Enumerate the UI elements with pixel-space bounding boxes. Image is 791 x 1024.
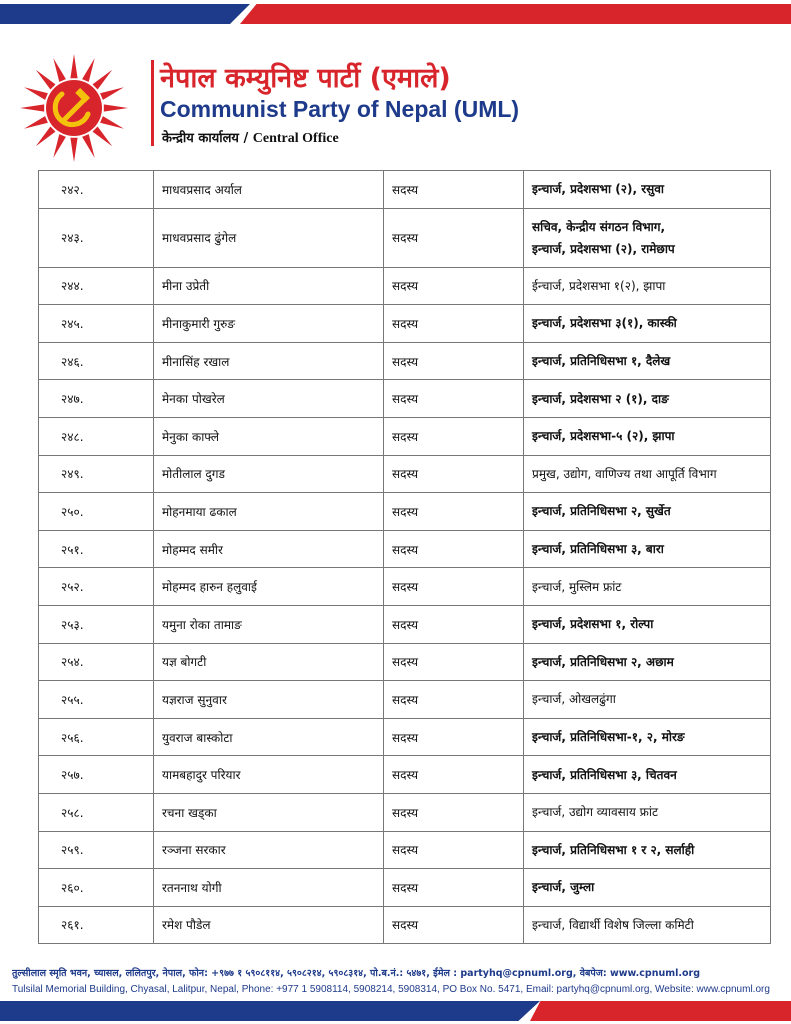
table-row xyxy=(39,718,771,756)
member-responsibility xyxy=(524,171,771,209)
member-name: मोहम्मद हारुन हलुवाई xyxy=(154,568,384,606)
table-row xyxy=(39,756,771,794)
member-name: मेनुका काफ्ले xyxy=(154,417,384,455)
member-role: सदस्य xyxy=(384,681,524,719)
row-number: २४८. xyxy=(39,417,154,455)
member-role: सदस्य xyxy=(384,380,524,418)
member-responsibility xyxy=(524,831,771,869)
member-role: सदस्य xyxy=(384,208,524,267)
table-row xyxy=(39,380,771,418)
member-name: मोहनमाया ढकाल xyxy=(154,493,384,531)
logo-ray xyxy=(24,116,48,129)
table-row xyxy=(39,493,771,531)
member-role: सदस्य xyxy=(384,493,524,531)
header-stripe-red xyxy=(240,4,791,24)
member-role: सदस्य xyxy=(384,455,524,493)
member-role: सदस्य xyxy=(384,831,524,869)
member-responsibility xyxy=(524,605,771,643)
member-table xyxy=(38,170,771,944)
footer-stripe-blue xyxy=(0,1001,540,1021)
member-role: सदस्य xyxy=(384,305,524,343)
table-row xyxy=(39,305,771,343)
responsibility-line: प्रमुख, उद्योग, वाणिज्य तथा आपूर्ति विभाग xyxy=(532,466,717,481)
party-title-english: Communist Party of Nepal (UML) xyxy=(160,96,520,122)
logo-ray xyxy=(100,87,124,100)
table-row xyxy=(39,171,771,209)
member-responsibility xyxy=(524,643,771,681)
footer-address-english: Tulsilal Memorial Building, Chyasal, Lalitpur, Nepal, Phone: +977 1 5908114, 5908214, 5908314, PO Box No. 5471, Email: partyhq@cpnuml.org, Website: www.cpnuml.org xyxy=(12,984,770,995)
logo-ray xyxy=(36,70,56,90)
responsibility-line: इन्चार्ज, प्रतिनिधिसभा ३, चितवन xyxy=(532,767,677,782)
member-name: मोतीलाल दुगड xyxy=(154,455,384,493)
office-subtitle xyxy=(162,128,339,147)
responsibility-line: इन्चार्ज, विद्यार्थी विशेष जिल्ला कमिटी xyxy=(532,917,694,932)
header-stripe-blue xyxy=(0,4,250,24)
office-nepali: केन्द्रीय कार्यालय xyxy=(162,131,239,146)
row-number: २५५. xyxy=(39,681,154,719)
logo-ray xyxy=(24,87,48,100)
member-role: सदस्य xyxy=(384,718,524,756)
row-number: २६०. xyxy=(39,869,154,907)
responsibility-line: इन्चार्ज, प्रतिनिधिसभा-१, २, मोरङ xyxy=(532,730,685,745)
member-responsibility xyxy=(524,342,771,380)
member-role: सदस्य xyxy=(384,793,524,831)
logo-ray xyxy=(82,134,95,158)
footer-stripe-red xyxy=(530,1001,791,1021)
row-number: २४४. xyxy=(39,267,154,305)
office-separator: / xyxy=(238,131,253,146)
logo-ray xyxy=(53,134,66,158)
responsibility-line: इन्चार्ज, प्रदेशसभा १, रोल्पा xyxy=(532,617,654,632)
table-row xyxy=(39,643,771,681)
member-responsibility xyxy=(524,455,771,493)
member-name: मीना उप्रेती xyxy=(154,267,384,305)
row-number: २५८. xyxy=(39,793,154,831)
member-responsibility xyxy=(524,869,771,907)
party-logo-sun-icon xyxy=(18,52,130,164)
member-responsibility xyxy=(524,380,771,418)
responsibility-line: इन्चार्ज, प्रदेशसभा-५ (२), झापा xyxy=(532,429,675,444)
member-responsibility xyxy=(524,530,771,568)
member-responsibility xyxy=(524,493,771,531)
member-name: रमेश पौडेल xyxy=(154,906,384,944)
member-name: युवराज बास्कोटा xyxy=(154,718,384,756)
member-role: सदस्य xyxy=(384,643,524,681)
member-role: सदस्य xyxy=(384,756,524,794)
member-responsibility xyxy=(524,906,771,944)
member-name: रञ्जना सरकार xyxy=(154,831,384,869)
party-title-nepali: नेपाल कम्युनिष्ट पार्टी (एमाले) xyxy=(160,63,451,94)
row-number: २४७. xyxy=(39,380,154,418)
table-row xyxy=(39,906,771,944)
logo-ray xyxy=(104,104,128,111)
responsibility-line: इन्चार्ज, उद्योग व्यावसाय फ्रांट xyxy=(532,805,659,820)
responsibility-line: इन्चार्ज, प्रदेशसभा २ (१), दाङ xyxy=(532,391,669,406)
member-role: सदस्य xyxy=(384,417,524,455)
member-responsibility xyxy=(524,208,771,267)
responsibility-line: इन्चार्ज, प्रतिनिधिसभा २, अछाम xyxy=(532,654,674,669)
member-role: सदस्य xyxy=(384,605,524,643)
member-responsibility xyxy=(524,305,771,343)
member-role: सदस्य xyxy=(384,869,524,907)
row-number: २४६. xyxy=(39,342,154,380)
member-name: यज्ञ बोगटी xyxy=(154,643,384,681)
row-number: २५४. xyxy=(39,643,154,681)
member-name: रतननाथ योगी xyxy=(154,869,384,907)
member-role: सदस्य xyxy=(384,568,524,606)
logo-ray xyxy=(53,58,66,82)
row-number: २५३. xyxy=(39,605,154,643)
member-name: मेनका पोखरेल xyxy=(154,380,384,418)
header-stripe xyxy=(0,4,791,24)
table-row xyxy=(39,869,771,907)
footer-address-nepali: तुल्सीलाल स्मृति भवन, च्यासल, ललितपुर, नेपाल, फोन: +९७७ १ ५९०८११४, ५९०८२१४, ५९०८३१४, पो.ब.नं.: ५४७१, ईमेल : partyhq@cpnuml.org, वेबपेज: www.cpnuml.org xyxy=(12,968,701,979)
member-role: सदस्य xyxy=(384,171,524,209)
member-role: सदस्य xyxy=(384,267,524,305)
row-number: २४३. xyxy=(39,208,154,267)
responsibility-line: इन्चार्ज, प्रदेशसभा (२), रामेछाप xyxy=(532,241,675,256)
member-name: माधवप्रसाद अर्याल xyxy=(154,171,384,209)
logo-ray xyxy=(70,54,77,78)
responsibility-line: इन्चार्ज, जुम्ला xyxy=(532,880,595,895)
table-row xyxy=(39,605,771,643)
member-responsibility xyxy=(524,568,771,606)
logo-ray xyxy=(93,127,113,147)
responsibility-line: इन्चार्ज, मुस्लिम फ्रांट xyxy=(532,579,622,594)
member-name: यामबहादुर परियार xyxy=(154,756,384,794)
table-row xyxy=(39,417,771,455)
row-number: २५१. xyxy=(39,530,154,568)
responsibility-line: इन्चार्ज, प्रतिनिधिसभा १, दैलेख xyxy=(532,354,671,369)
logo-ray xyxy=(82,58,95,82)
member-responsibility xyxy=(524,793,771,831)
member-responsibility xyxy=(524,718,771,756)
logo-ray xyxy=(36,127,56,147)
table-row xyxy=(39,793,771,831)
table-row xyxy=(39,681,771,719)
member-name: मीनाकुमारी गुरुङ xyxy=(154,305,384,343)
row-number: २५७. xyxy=(39,756,154,794)
member-name: मीनासिंह रखाल xyxy=(154,342,384,380)
responsibility-line: सचिव, केन्द्रीय संगठन विभाग, xyxy=(532,219,666,234)
logo-ray xyxy=(100,116,124,129)
member-name: माधवप्रसाद ढुंगेल xyxy=(154,208,384,267)
responsibility-line: इन्चार्ज, प्रदेशसभा (२), रसुवा xyxy=(532,182,665,197)
logo-ray xyxy=(93,70,113,90)
responsibility-line: इन्चार्ज, प्रतिनिधिसभा १ र २, सर्लाही xyxy=(532,842,695,857)
row-number: २५९. xyxy=(39,831,154,869)
title-divider xyxy=(151,60,154,146)
row-number: २४९. xyxy=(39,455,154,493)
logo-ray xyxy=(70,138,77,162)
office-english: Central Office xyxy=(252,131,339,146)
table-row xyxy=(39,208,771,267)
row-number: २५६. xyxy=(39,718,154,756)
table-row xyxy=(39,831,771,869)
table-row xyxy=(39,455,771,493)
row-number: २६१. xyxy=(39,906,154,944)
row-number: २४२. xyxy=(39,171,154,209)
table-row xyxy=(39,530,771,568)
responsibility-line: इन्चार्ज, प्रदेशसभा ३(१), कास्की xyxy=(532,316,677,331)
table-row xyxy=(39,342,771,380)
responsibility-line: ईन्चार्ज, प्रदेशसभा १(२), झापा xyxy=(532,278,666,293)
member-role: सदस्य xyxy=(384,342,524,380)
responsibility-line: इन्चार्ज, ओखलढुंगा xyxy=(532,692,616,707)
row-number: २४५. xyxy=(39,305,154,343)
responsibility-line: इन्चार्ज, प्रतिनिधिसभा ३, बारा xyxy=(532,542,664,557)
member-role: सदस्य xyxy=(384,906,524,944)
member-name: यमुना रोका तामाङ xyxy=(154,605,384,643)
logo-ray xyxy=(20,104,44,111)
responsibility-line: इन्चार्ज, प्रतिनिधिसभा २, सुर्खेत xyxy=(532,504,671,519)
table-row xyxy=(39,568,771,606)
member-responsibility xyxy=(524,681,771,719)
member-name: रचना खड्का xyxy=(154,793,384,831)
member-responsibility xyxy=(524,417,771,455)
member-name: यज्ञराज सुनुवार xyxy=(154,681,384,719)
row-number: २५०. xyxy=(39,493,154,531)
member-name: मोहम्मद समीर xyxy=(154,530,384,568)
member-responsibility xyxy=(524,756,771,794)
table-row xyxy=(39,267,771,305)
member-responsibility xyxy=(524,267,771,305)
footer-stripe xyxy=(0,1001,791,1021)
member-role: सदस्य xyxy=(384,530,524,568)
row-number: २५२. xyxy=(39,568,154,606)
